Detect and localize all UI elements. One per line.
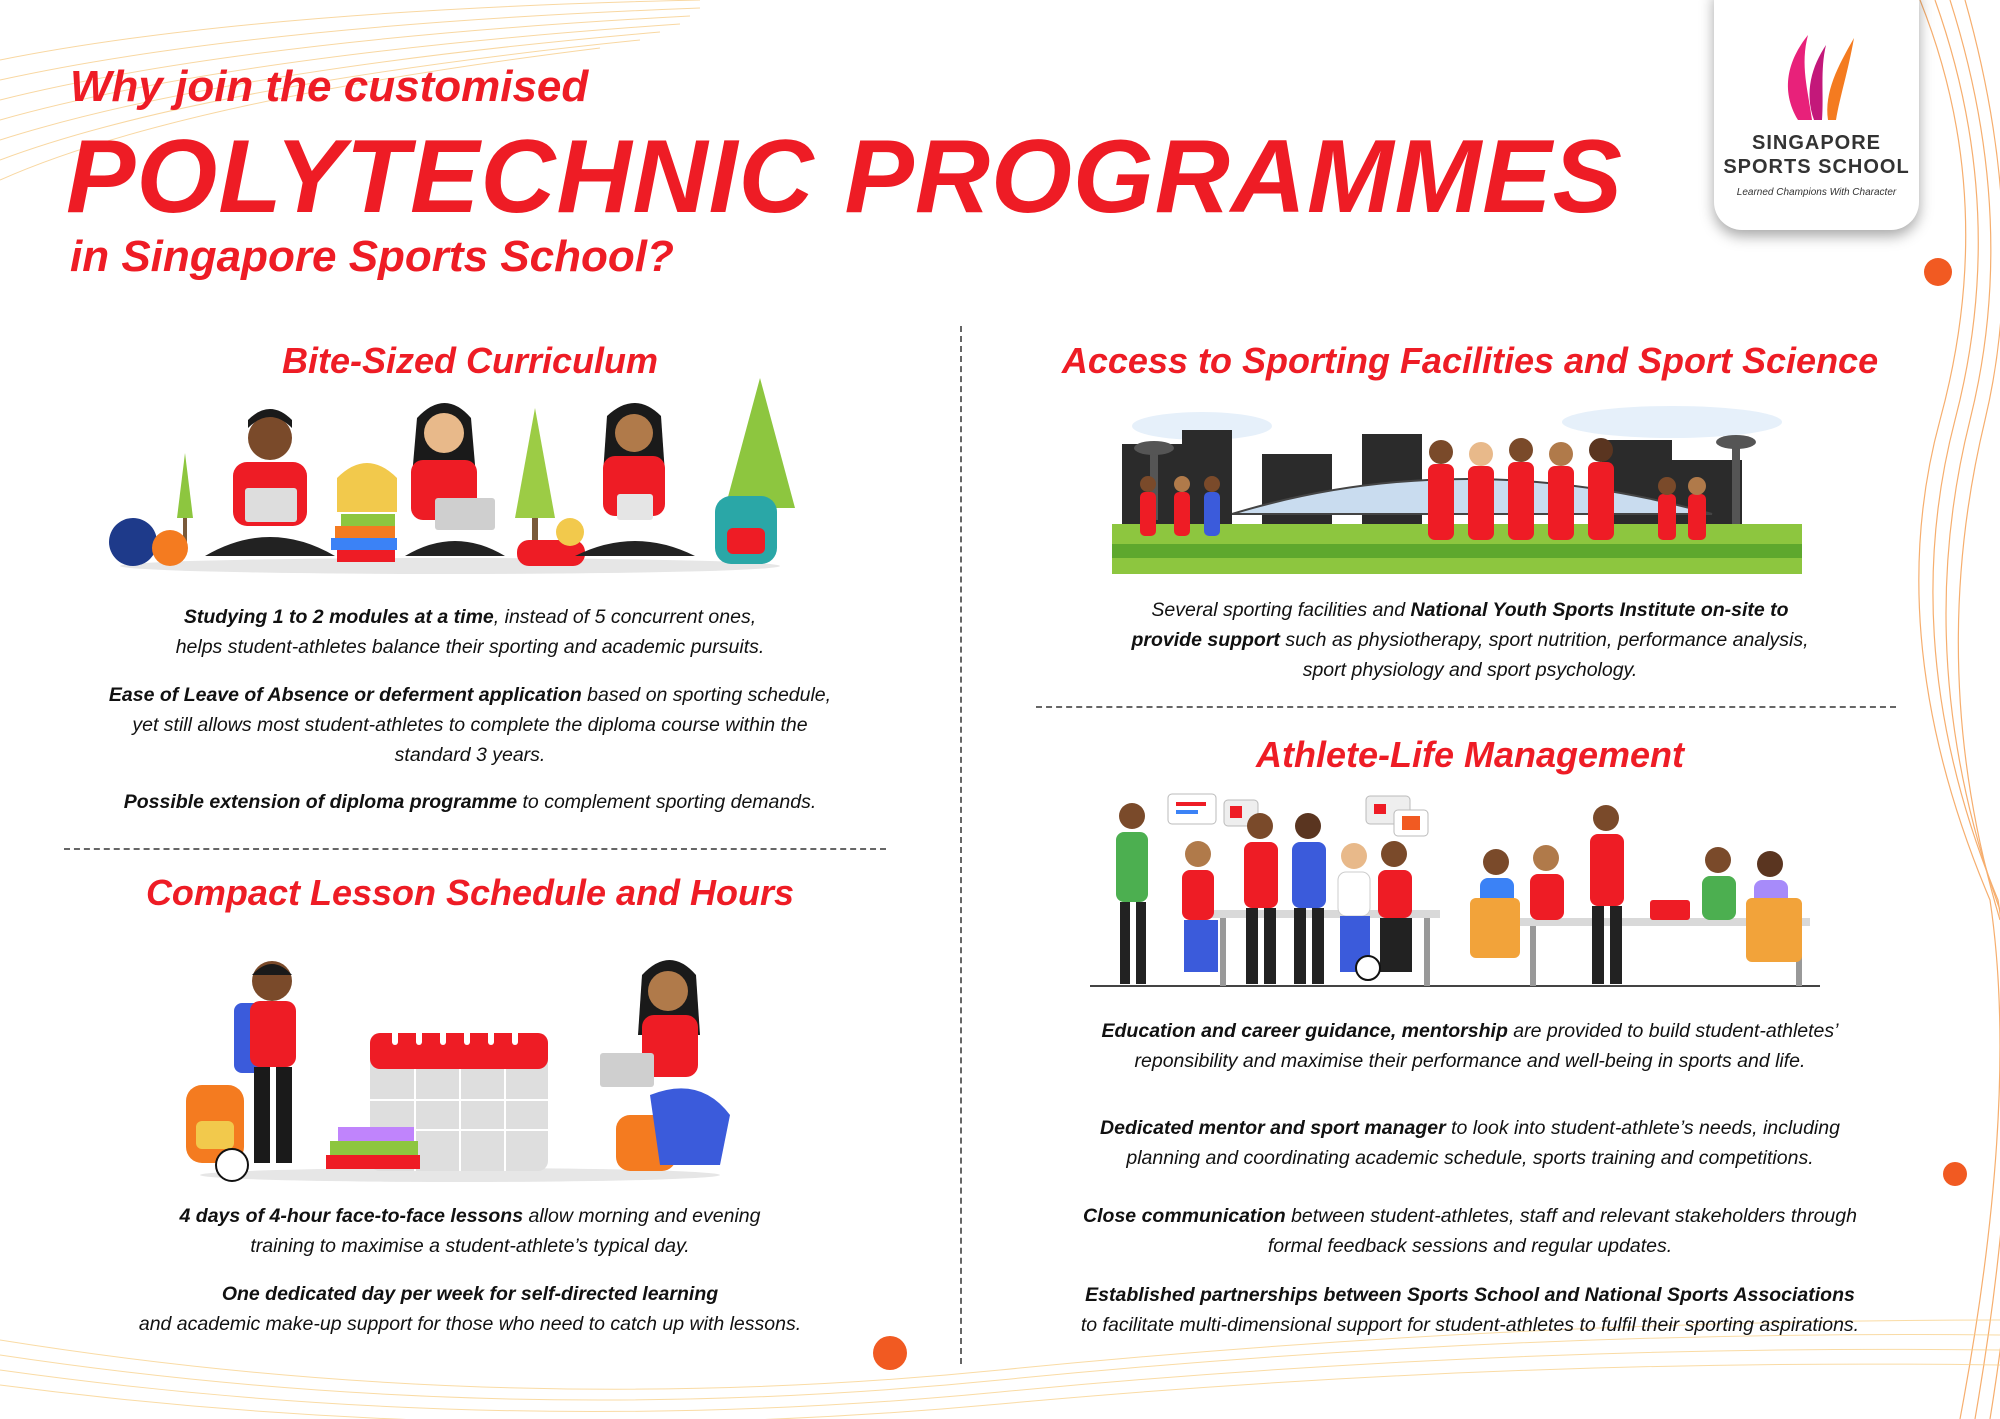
facilities-p1-text-c: sport physiology and sport psychology.	[1302, 659, 1638, 681]
header-subtitle-top: Why join the customised	[70, 62, 589, 111]
compact-para-1	[60, 1201, 880, 1261]
athlete-life-p2-text-a: to look into student-athlete’s needs, including	[1445, 1117, 1840, 1139]
athlete-life-p1-bold: Education and career guidance, mentorship	[1101, 1020, 1508, 1042]
bite-sized-p2-text-b: yet still allows most student-athletes to complete the diploma course within the	[132, 714, 808, 736]
athlete-life-p1-text-a: are provided to build student-athletes’	[1507, 1020, 1839, 1042]
athlete-life-p1-text-b: reponsibility and maximise their performance and well-being in sports and life.	[1134, 1050, 1806, 1072]
logo-tagline: Learned Champions With Character	[1736, 187, 1897, 198]
athlete-life-p3-text-b: formal feedback sessions and regular updates.	[1267, 1235, 1673, 1257]
athlete-life-para-4	[1010, 1280, 1930, 1340]
bite-sized-para-3	[60, 787, 880, 817]
facilities-para-1	[1010, 595, 1930, 685]
athlete-life-p3-bold: Close communication	[1083, 1205, 1286, 1227]
facilities-title: Access to Sporting Facilities and Sport Science	[1061, 340, 1879, 381]
facilities-p1-text-b: such as physiotherapy, sport nutrition, performance analysis,	[1279, 629, 1809, 651]
logo-name-line1: SINGAPORE	[1751, 132, 1882, 154]
bite-sized-title: Bite-Sized Curriculum	[281, 340, 659, 381]
bite-sized-p1-text-a: , instead of 5 concurrent ones,	[493, 606, 757, 628]
compact-para-2	[60, 1279, 880, 1339]
athlete-life-p2-bold: Dedicated mentor and sport manager	[1100, 1117, 1446, 1139]
bite-sized-p1-bold: Studying 1 to 2 modules at a time	[183, 606, 494, 628]
right-section-divider	[1036, 706, 1896, 708]
school-logo-card	[1714, 0, 1919, 230]
athlete-life-p3-text-a: between student-athletes, staff and relevant stakeholders through	[1285, 1205, 1857, 1227]
bite-sized-p2-text-a: based on sporting schedule,	[581, 684, 832, 706]
compact-p1-text-b: training to maximise a student-athlete’s typical day.	[250, 1235, 690, 1257]
compact-p2-text: and academic make-up support for those who need to catch up with lessons.	[138, 1313, 802, 1335]
students-studying-illustration	[105, 378, 795, 578]
compact-schedule-title: Compact Lesson Schedule and Hours	[145, 872, 795, 913]
athlete-life-p4-text: to facilitate multi-dimensional support for student-athletes to fulfil their sporting aspirations.	[1080, 1314, 1860, 1336]
athlete-life-p4-bold: Established partnerships between Sports School and National Sports Associations	[1085, 1284, 1855, 1306]
flame-logo-icon	[1778, 30, 1858, 122]
facilities-p1-bold-a: National Youth Sports Institute on-site to	[1410, 599, 1789, 621]
left-section-divider	[64, 848, 886, 850]
compact-p1-bold: 4 days of 4-hour face-to-face lessons	[179, 1205, 524, 1227]
compact-p1-text-a: allow morning and evening	[523, 1205, 761, 1227]
bite-sized-para-1	[60, 602, 880, 662]
logo-name-line2: SPORTS SCHOOL	[1723, 156, 1910, 178]
bite-sized-p3-text: to complement sporting demands.	[517, 791, 817, 813]
bite-sized-p1-text-b: helps student-athletes balance their sporting and academic pursuits.	[175, 636, 765, 658]
mentorship-meeting-illustration	[1090, 788, 1820, 993]
compact-p2-bold: One dedicated day per week for self-directed learning	[221, 1283, 719, 1305]
facilities-p1-text-a: Several sporting facilities and	[1151, 599, 1411, 621]
column-divider	[960, 326, 962, 1364]
sports-facilities-illustration	[1112, 404, 1802, 574]
athlete-life-para-3	[1010, 1201, 1930, 1261]
athlete-life-title: Athlete-Life Management	[1255, 734, 1685, 775]
bite-sized-para-2	[60, 680, 880, 770]
bite-sized-p2-bold: Ease of Leave of Absence or deferment application	[108, 684, 582, 706]
athlete-life-para-1	[1010, 1016, 1930, 1076]
page-title: POLYTECHNIC PROGRAMMES	[66, 119, 1624, 235]
header-subtitle-bottom: in Singapore Sports School?	[70, 232, 674, 281]
schedule-illustration	[180, 945, 740, 1185]
facilities-p1-bold-b: provide support	[1131, 629, 1280, 651]
athlete-life-para-2	[1010, 1113, 1930, 1173]
bite-sized-p2-text-c: standard 3 years.	[394, 744, 546, 766]
athlete-life-p2-text-b: planning and coordinating academic schedule, sports training and competitions.	[1126, 1147, 1814, 1169]
bite-sized-p3-bold: Possible extension of diploma programme	[123, 791, 518, 813]
